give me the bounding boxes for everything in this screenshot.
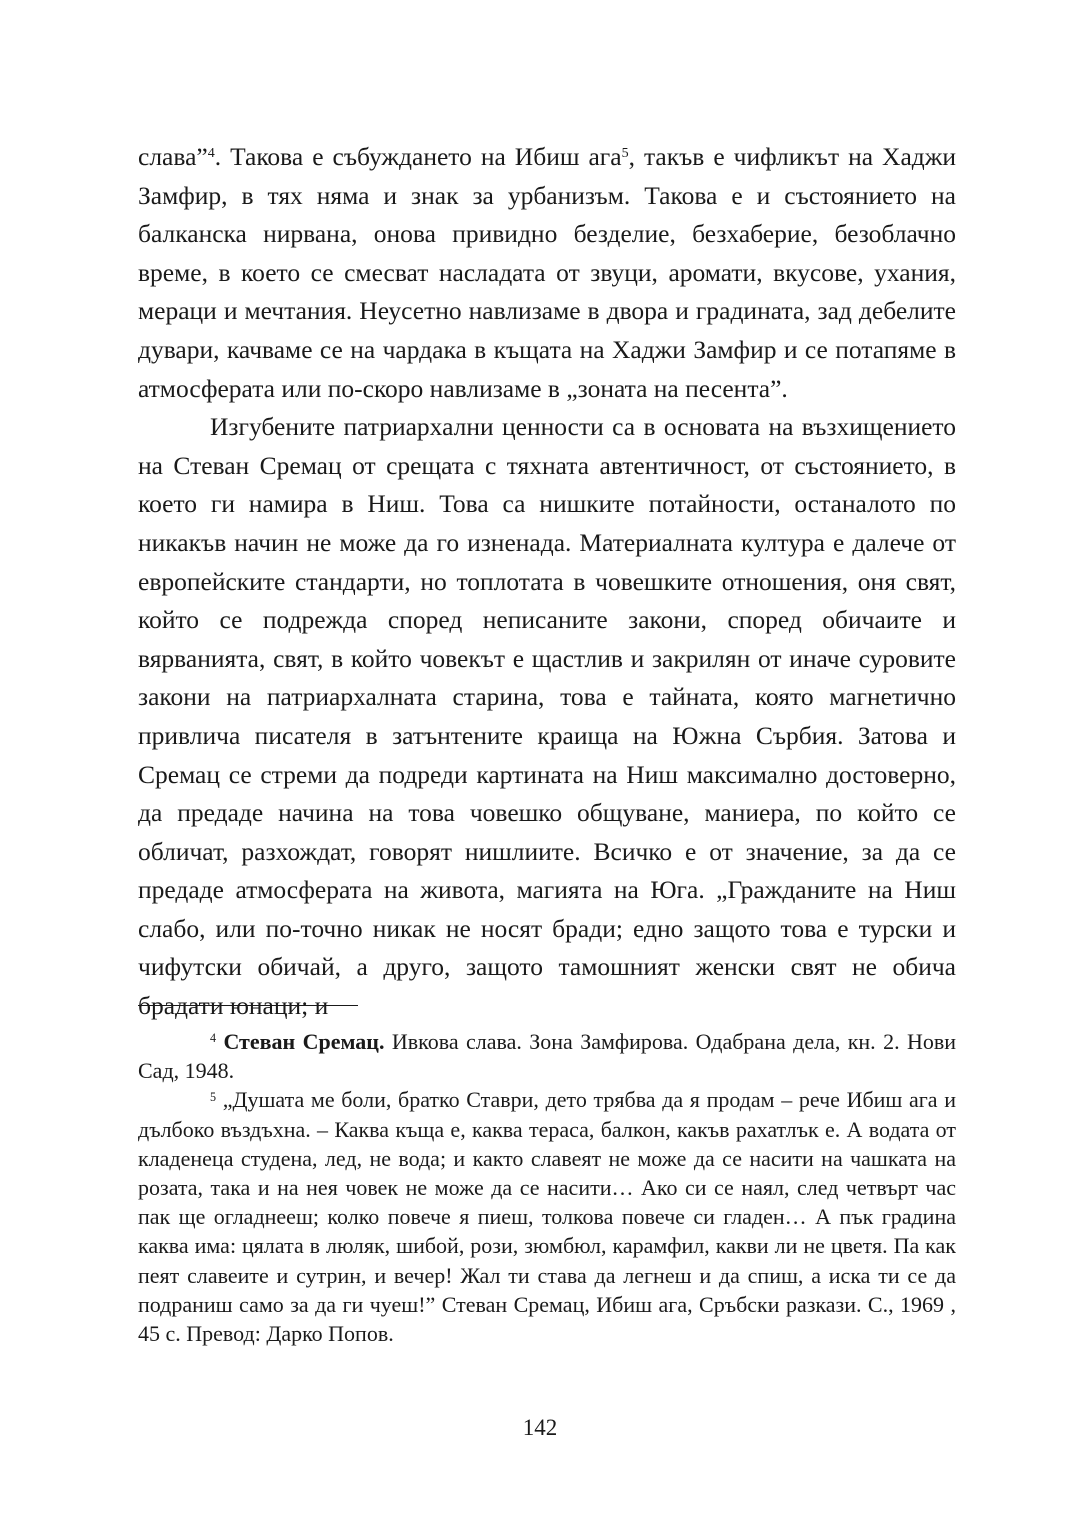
footnote-5-text: „Душата ме боли, братко Ставри, дето трябва да я продам – рече Ибиш ага и дълбоко въздъхна. – Каква къща е, каква тераса, балкон, какъв рахатлък е. А водата от кладенеца студена, лед, не вода; и както славеят не може да се насити на чашката на розата, така и на нея човек не може да се насити… Ако си се наял, след четвърт час пак ще огладнееш; колко повече я пиеш, толкова повече си гладен… А пък градина каква има: цялата в люляк, шибой, рози, зюмбюл, карамфил, какви ли не цветя. Па как пеят славеите и сутрин, и вечер! Жал ти става да легнеш и да спиш, а иска ти се да подраниш само за да ги чуеш!” Стеван Сремац, Ибиш ага, Сръбски разкази. С., 1969 , 45 с. Превод: Дарко Попов. (138, 1087, 956, 1347)
footnote-4-number: 4 (210, 1031, 217, 1046)
footnote-4-author: Стеван Сремац. (223, 1029, 385, 1054)
main-text (138, 138, 956, 1026)
p1-text-a: слава” (138, 142, 208, 171)
footnote-5 (138, 1085, 956, 1348)
paragraph-1 (138, 138, 956, 408)
p1-text-b: . Такова е събуждането на Ибиш ага (214, 142, 622, 171)
p1-text-c: , такъв е чифликът на Хаджи Замфир, в тях няма и знак за урбанизъм. Такова е и състоянието на балканска нирвана, онова привидно безделие, безхаберие, безоблачно време, в което се смесват насладата от звуци, аромати, вкусове, ухания, мераци и мечтания. Неусетно навлизаме в двора и градината, зад дебелите дувари, качваме се на чардака в къщата на Хаджи Замфир и се потапяме в атмосферата или по-скоро навлизаме в „зоната на песента”. (138, 142, 957, 403)
footnote-5-number: 5 (210, 1089, 217, 1104)
footnote-ref-4[interactable]: 4 (207, 146, 215, 162)
paragraph-2: Изгубените патриархални ценности са в основата на възхищението на Стеван Сремац от срещата с тяхната автентичност, от състоянието, в което ги намира в Ниш. Това са нишките потайности, останалото по никакъв начин не може да го изненада. Материалната култура е далече от европейските стандарти, но топлотата в човешките отношения, оня свят, който се подрежда според неписаните закони, според обичаите и вярванията, свят, в който човекът е щастлив и закрилян от иначе суровите закони на патриархалната старина, това е тайната, която магнетично привлича писателя в затънтените краища на Южна Сърбия. Затова и Сремац се стреми да подреди картината на Ниш максимално достоверно, да предаде начина на това човешко общуване, маниера, по който се обличат, разхождат, говорят нишлиите. Всичко е от значение, за да се предаде атмосферата на живота, магията на Юга. „Гражданите на Ниш слабо, или по-точно никак не носят бради; едно защото това е турски и чифутски обичай, а друго, защото тамошният женски свят не обича брадати юнаци; и (138, 412, 956, 1021)
footnote-ref-5[interactable]: 5 (621, 146, 629, 162)
footnote-4 (138, 1027, 956, 1085)
page-number: 142 (522, 1415, 558, 1440)
footnotes (138, 1027, 956, 1348)
footnote-4-text: Ивкова слава. Зона Замфирова. Одабрана дела, кн. 2. Нови Сад, 1948. (138, 1029, 957, 1084)
footnote-separator (138, 1005, 358, 1006)
